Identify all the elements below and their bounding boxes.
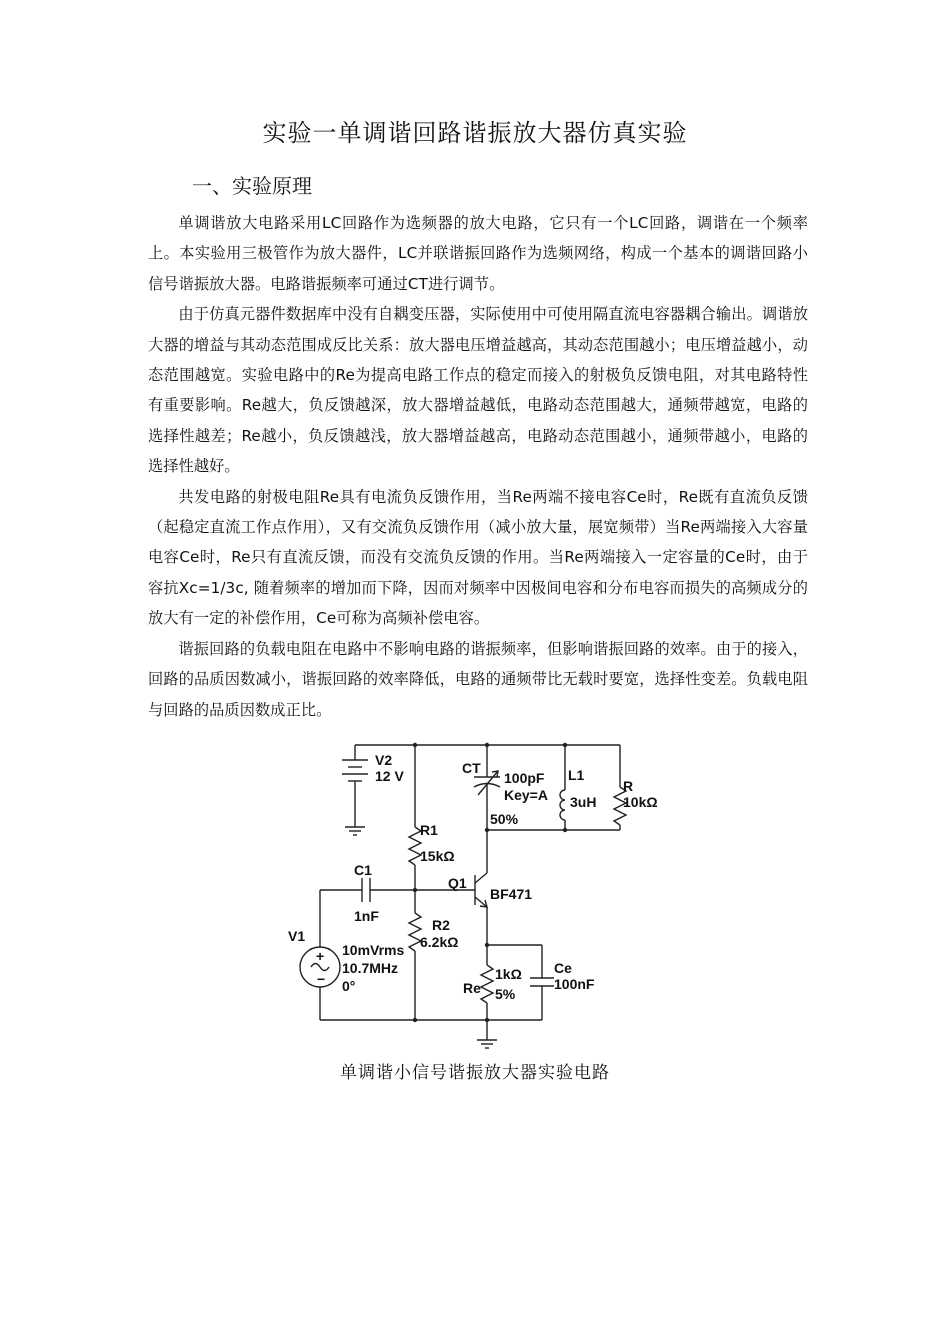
r1-label: R1 [420, 822, 438, 838]
body-text [148, 208, 808, 725]
v1-plus-sign: + [316, 948, 325, 964]
l1-value: 3uH [570, 794, 597, 810]
re-tolerance: 5% [495, 986, 516, 1002]
r2-label: R2 [432, 917, 450, 933]
l1-label: L1 [568, 767, 585, 783]
q1-value: BF471 [490, 886, 533, 902]
v2-value: 12 V [375, 768, 404, 784]
v2-label: V2 [375, 752, 393, 768]
figure-caption: 单调谐小信号谐振放大器实验电路 [340, 1063, 610, 1083]
paragraph-2: 由于仿真元器件数据库中没有自耦变压器，实际使用中可使用隔直流电容器耦合输出。调谐放大器的增益与其动态范围成反比关系：放大器电压增益越高，其动态范围越小；电压增益越小，动态范围越宽。实验电路中的Re为提高电路工作点的稳定而接入的射极负反馈电阻，对其电路特性有重要影响。Re越大，负反馈越深，放大器增益越低，电路动态范围越大，通频带越宽，电路的选择性越差；Re越小，负反馈越浅，放大器增益越高，电路动态范围越小，通频带越小，电路的选择性越好。 [148, 305, 808, 476]
page-title: 实验一单调谐回路谐振放大器仿真实验 [262, 119, 688, 147]
v1-frequency: 10.7MHz [342, 960, 399, 976]
v1-label: V1 [288, 928, 306, 944]
ce-value: 100nF [554, 976, 595, 992]
re-value: 1kΩ [495, 966, 522, 982]
v1-amplitude: 10mVrms [342, 942, 405, 958]
r1-value: 15kΩ [420, 848, 455, 864]
v1-phase: 0° [342, 978, 356, 994]
r2-value: 6.2kΩ [420, 934, 459, 950]
ct-value: 100pF [504, 770, 545, 786]
circuit-wires [300, 745, 626, 1048]
circuit-diagram [280, 735, 680, 1075]
c1-label: C1 [354, 862, 372, 878]
q1-label: Q1 [448, 875, 467, 891]
paragraph-4: 谐振回路的负载电阻在电路中不影响电路的谐振频率，但影响谐振回路的效率。由于的接入，回路的品质因数减小，谐振回路的效率降低，电路的通频带比无载时要宽，选择性变差。负载电阻与回路的品质因数成正比。 [148, 639, 808, 719]
re-label: Re [463, 980, 481, 996]
paragraph-3: 共发电路的射极电阻Re具有电流负反馈作用，当Re两端不接电容Ce时，Re既有直流负反馈（起稳定直流工作点作用），又有交流负反馈作用（减小放大量，展宽频带）当Re两端接入大容量电容Ce时，Re只有直流反馈，而没有交流负反馈的作用。当Re两端接入一定容量的Ce时，由于容抗Xc=1/3c, 随着频率的增加而下降，因而对频率中因极间电容和分布电容而损失的高频成分的放大有一定的补偿作用，Ce可称为高频补偿电容。 [148, 487, 808, 628]
v1-minus-sign: − [317, 971, 326, 987]
paragraph-1: 单调谐放大电路采用LC回路作为选频器的放大电路，它只有一个LC回路，调谐在一个频率上。本实验用三极管作为放大器件，LC并联谐振回路作为选频网络，构成一个基本的调谐回路小信号谐振放大器。电路谐振频率可通过CT进行调节。 [148, 214, 808, 293]
ce-label: Ce [554, 960, 572, 976]
r-value: 10kΩ [623, 794, 658, 810]
circuit-labels [288, 752, 658, 1002]
section-heading: 一、实验原理 [192, 174, 312, 198]
ct-label: CT [462, 760, 481, 776]
ct-percent: 50% [490, 811, 519, 827]
r-label: R [623, 778, 634, 794]
c1-value: 1nF [354, 908, 379, 924]
ct-key: Key=A [504, 787, 548, 803]
